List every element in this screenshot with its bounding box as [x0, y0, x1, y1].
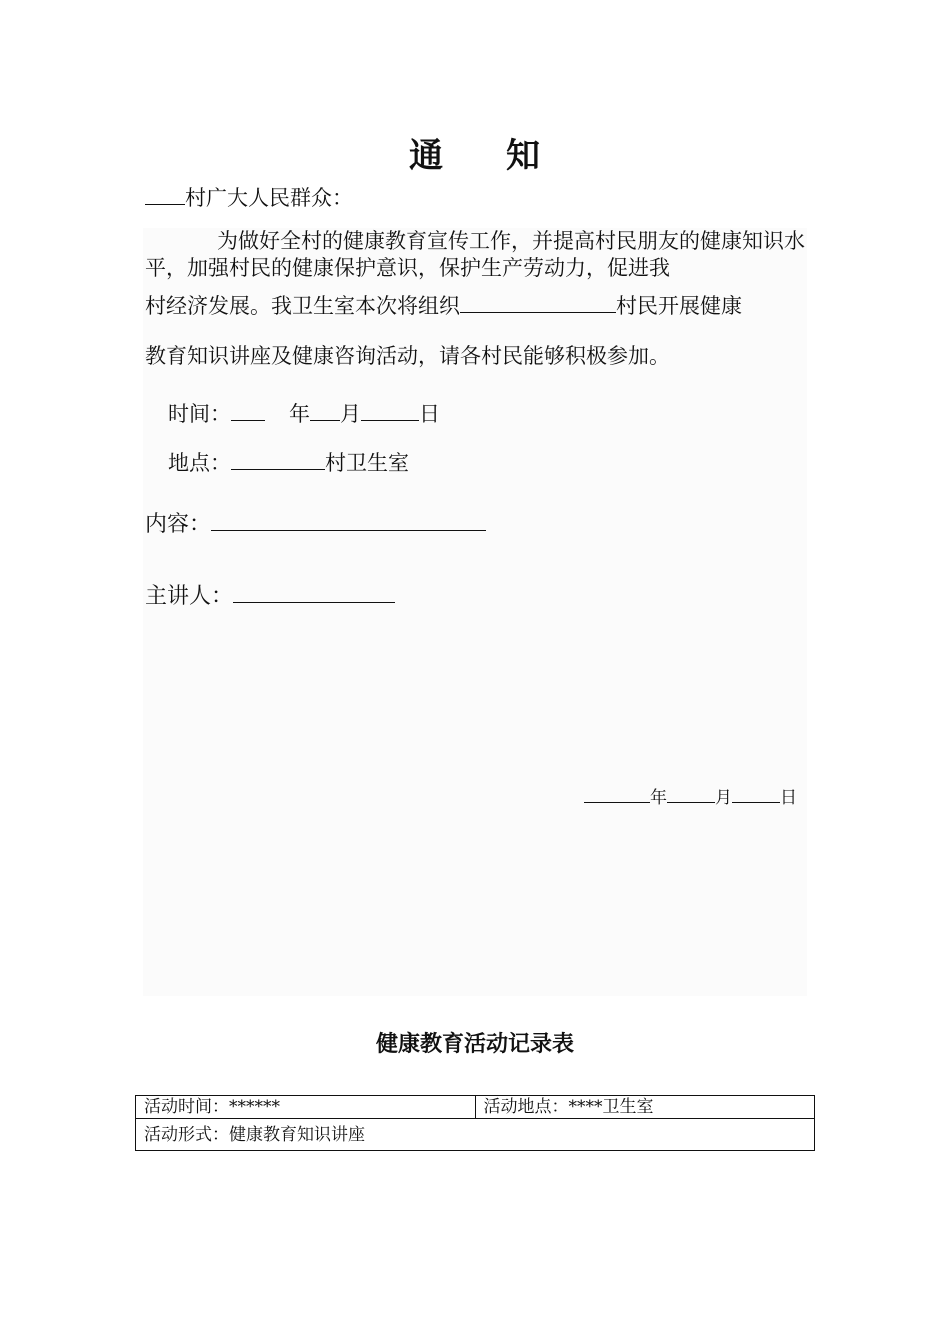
village-blank[interactable]	[145, 184, 185, 205]
record-table	[135, 1095, 815, 1151]
notice-title: 通 知	[409, 136, 541, 176]
place-row: 地点： 村卫生室	[168, 451, 409, 475]
activity-time-cell: 活动时间：******	[136, 1096, 476, 1119]
organizer-blank[interactable]	[460, 292, 616, 313]
time-row: 时间： 年 月 日	[168, 402, 440, 426]
month-blank[interactable]	[310, 400, 340, 421]
greeting: 村广大人民群众：	[145, 182, 353, 212]
notice-paragraph-line: 教育知识讲座及健康咨询活动，请各村民能够积极参加。	[145, 344, 670, 368]
content-blank[interactable]	[211, 510, 486, 531]
place-blank[interactable]	[231, 449, 325, 470]
activity-place-cell: 活动地点：****卫生室	[475, 1096, 815, 1119]
sign-month-blank[interactable]	[667, 786, 715, 803]
notice-paragraph-line: 村经济发展。我卫生室本次将组织 村民开展健康	[145, 294, 742, 318]
record-table-title: 健康教育活动记录表	[375, 1032, 574, 1057]
notice-paragraph: 为做好全村的健康教育宣传工作，并提高村民朋友的健康知识水平，加强村民的健康保护意识，保护生产劳动力，促进我	[145, 229, 805, 280]
activity-form-cell: 活动形式：健康教育知识讲座	[136, 1119, 815, 1151]
content-row: 内容：	[145, 507, 486, 538]
speaker-row: 主讲人：	[145, 579, 395, 610]
sign-day-blank[interactable]	[732, 786, 780, 803]
date-signature: 年 月 日	[584, 783, 797, 808]
day-blank[interactable]	[361, 400, 419, 421]
sign-year-blank[interactable]	[584, 786, 650, 803]
time-blank[interactable]	[231, 400, 265, 421]
speaker-blank[interactable]	[233, 582, 395, 603]
